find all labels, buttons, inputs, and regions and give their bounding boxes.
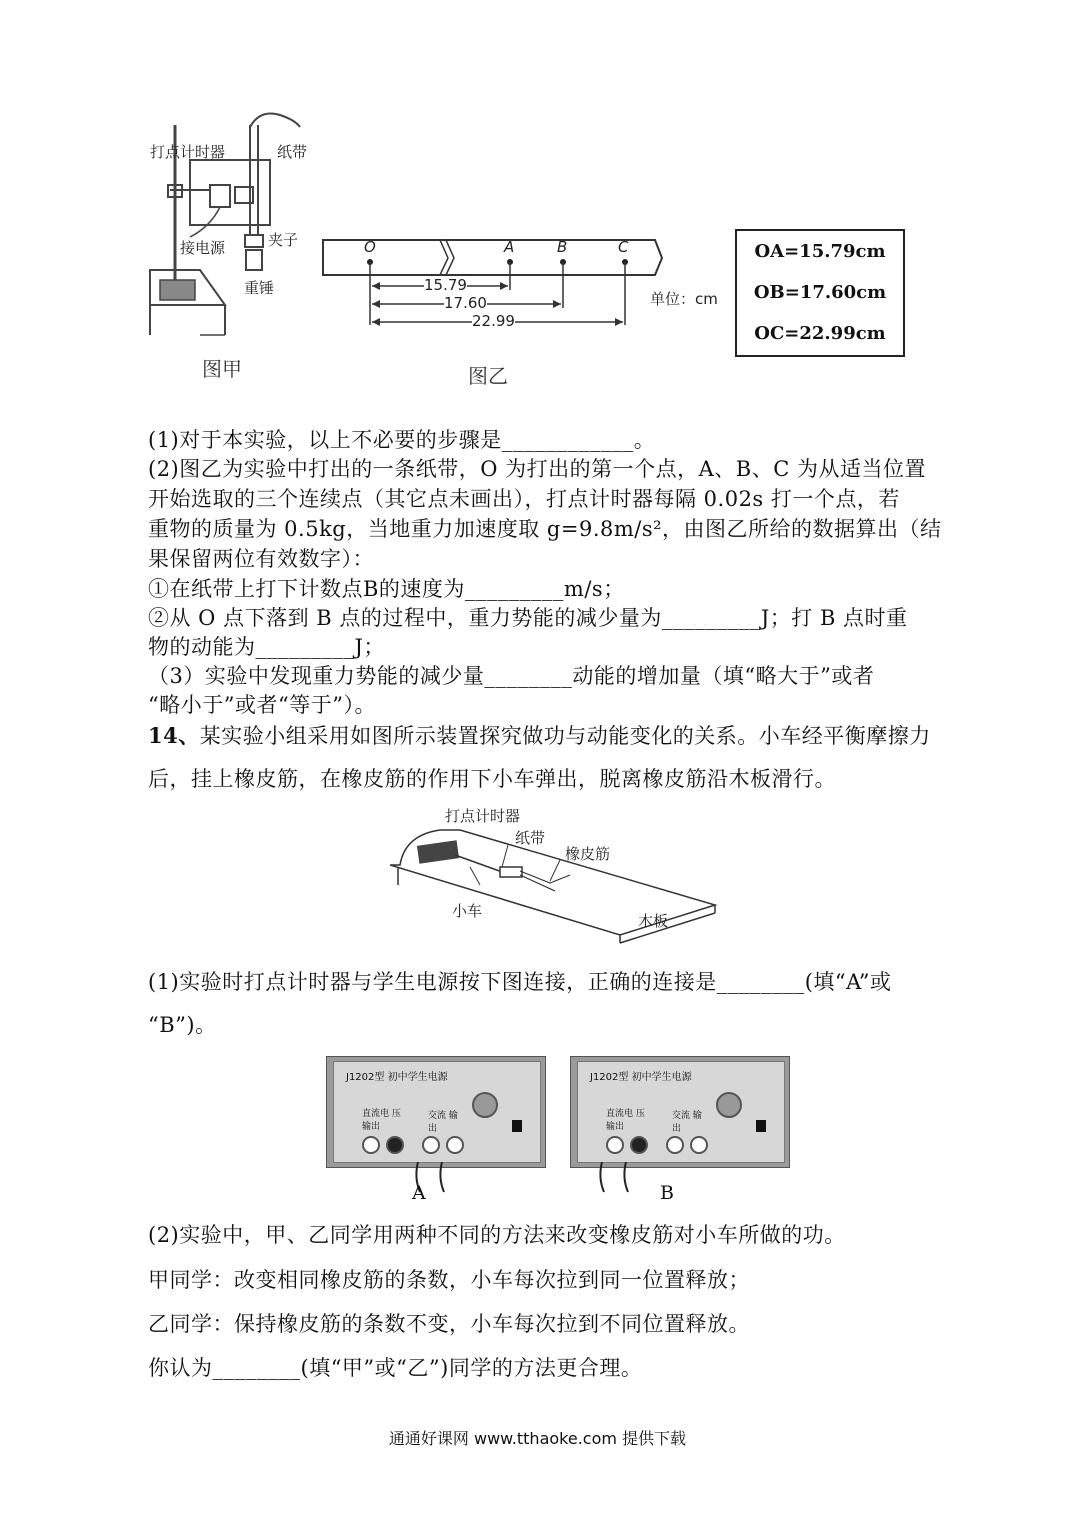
psu-b-caption: B	[660, 1182, 674, 1204]
tape-label: 纸带	[277, 143, 308, 161]
q13-line-9: （3）实验中发现重力势能的减少量________动能的增加量（填“略大于”或者	[148, 664, 875, 688]
psu-a-switch	[512, 1120, 522, 1132]
cart-timer-label: 打点计时器	[445, 807, 521, 825]
q14-jia-method: 甲同学：改变相同橡皮筋的条数，小车每次拉到同一位置释放；	[148, 1268, 750, 1292]
psu-a-caption: A	[412, 1182, 426, 1204]
cart-label: 小车	[452, 902, 483, 920]
q14-part1-line-2: “B”)。	[148, 1013, 217, 1037]
psu-b-model: J1202型 初中学生电源	[590, 1072, 692, 1083]
psu-b-switch	[756, 1120, 766, 1132]
psu-a-terminal-4	[446, 1136, 464, 1154]
rubber-band-label: 橡皮筋	[565, 845, 611, 863]
dim-oa: 15.79	[424, 276, 467, 294]
measurement-box	[735, 229, 905, 357]
q13-line-4: 重物的质量为 0.5kg，当地重力加速度取 g=9.8m/s²，由图乙所给的数据算出（结	[148, 517, 942, 541]
timer-label: 打点计时器	[150, 143, 226, 161]
cart-tape-label: 纸带	[515, 829, 546, 847]
figure-yi	[320, 230, 720, 390]
q14-yi-method: 乙同学：保持橡皮筋的条数不变，小车每次拉到不同位置释放。	[148, 1312, 750, 1336]
q13-line-3: 开始选取的三个连续点（其它点未画出），打点计时器每隔 0.02s 打一个点，若	[148, 487, 900, 511]
q14-intro-line-2: 后，挂上橡皮筋，在橡皮筋的作用下小车弹出，脱离橡皮筋沿木板滑行。	[148, 767, 836, 791]
q13-line-5: 果保留两位有效数字）：	[148, 547, 374, 571]
tape-point-c: C	[618, 238, 629, 256]
q14-intro-line-1	[148, 720, 931, 750]
q14-part1-line-1: (1)实验时打点计时器与学生电源按下图连接，正确的连接是________(填“A”或	[148, 970, 892, 994]
dim-oc: 22.99	[472, 312, 515, 330]
q14-number: 14、	[148, 723, 200, 748]
q13-line-7: ②从 O 点下落到 B 点的过程中，重力势能的减少量为_________J；打 B 点时重	[148, 606, 908, 630]
figure-jia-caption: 图甲	[202, 357, 242, 381]
dim-ob: 17.60	[444, 294, 487, 312]
power-supply-a	[326, 1056, 546, 1168]
q13-line-8: 物的动能为_________J；	[148, 635, 385, 659]
cart-board-drawing	[390, 805, 730, 945]
figure-jia	[140, 105, 325, 405]
psu-a-ac-label: 交流 输出	[428, 1111, 458, 1134]
measurement-oa: OA=15.79cm	[754, 241, 886, 262]
psu-a-terminal-2	[386, 1136, 404, 1154]
power-supply-b	[570, 1056, 790, 1168]
psu-a-wires	[400, 1160, 460, 1200]
measurement-ob: OB=17.60cm	[753, 282, 887, 303]
psu-b-ac-label: 交流 输出	[672, 1111, 702, 1134]
tape-point-a: A	[504, 238, 515, 256]
psu-a-model: J1202型 初中学生电源	[346, 1072, 448, 1083]
psu-a-dc-label: 直流电 压输出	[362, 1109, 401, 1132]
power-label: 接电源	[180, 239, 226, 257]
q13-line-6: ①在纸带上打下计数点B的速度为_________m/s；	[148, 577, 625, 601]
psu-b-terminal-1	[606, 1136, 624, 1154]
clamp-label: 夹子	[268, 231, 299, 249]
tape-point-o: O	[364, 238, 376, 256]
q13-line-1: (1)对于本实验，以上不必要的步骤是____________。	[148, 428, 656, 452]
psu-a-knob	[472, 1092, 498, 1118]
psu-b-dc-label: 直流电 压输出	[606, 1109, 645, 1132]
psu-a-terminal-1	[362, 1136, 380, 1154]
paper-tape-drawing	[320, 230, 720, 390]
q14-question: 你认为________(填“甲”或“乙”)同学的方法更合理。	[148, 1356, 643, 1380]
page-footer: 通通好课网 www.tthaoke.com 提供下载	[388, 1429, 687, 1448]
psu-b-terminal-4	[690, 1136, 708, 1154]
psu-b-knob	[716, 1092, 742, 1118]
psu-a-terminal-3	[422, 1136, 440, 1154]
figure-cart-board	[390, 805, 730, 945]
q13-line-10: “略小于”或者“等于”）。	[148, 693, 376, 717]
measurement-oc: OC=22.99cm	[754, 323, 886, 344]
tape-point-b: B	[557, 238, 568, 256]
psu-b-wires	[590, 1160, 650, 1200]
psu-b-terminal-3	[666, 1136, 684, 1154]
unit-label: 单位：cm	[650, 290, 718, 308]
weight-label: 重锤	[244, 279, 275, 297]
q14-intro-text-1: 某实验小组采用如图所示装置探究做功与动能变化的关系。小车经平衡摩擦力	[199, 724, 931, 748]
board-label: 木板	[638, 912, 669, 930]
psu-b-terminal-2	[630, 1136, 648, 1154]
q13-line-2: (2)图乙为实验中打出的一条纸带，O 为打出的第一个点，A、B、C 为从适当位置	[148, 457, 926, 481]
figure-yi-caption: 图乙	[468, 364, 508, 388]
q14-part2: (2)实验中，甲、乙同学用两种不同的方法来改变橡皮筋对小车所做的功。	[148, 1223, 846, 1247]
